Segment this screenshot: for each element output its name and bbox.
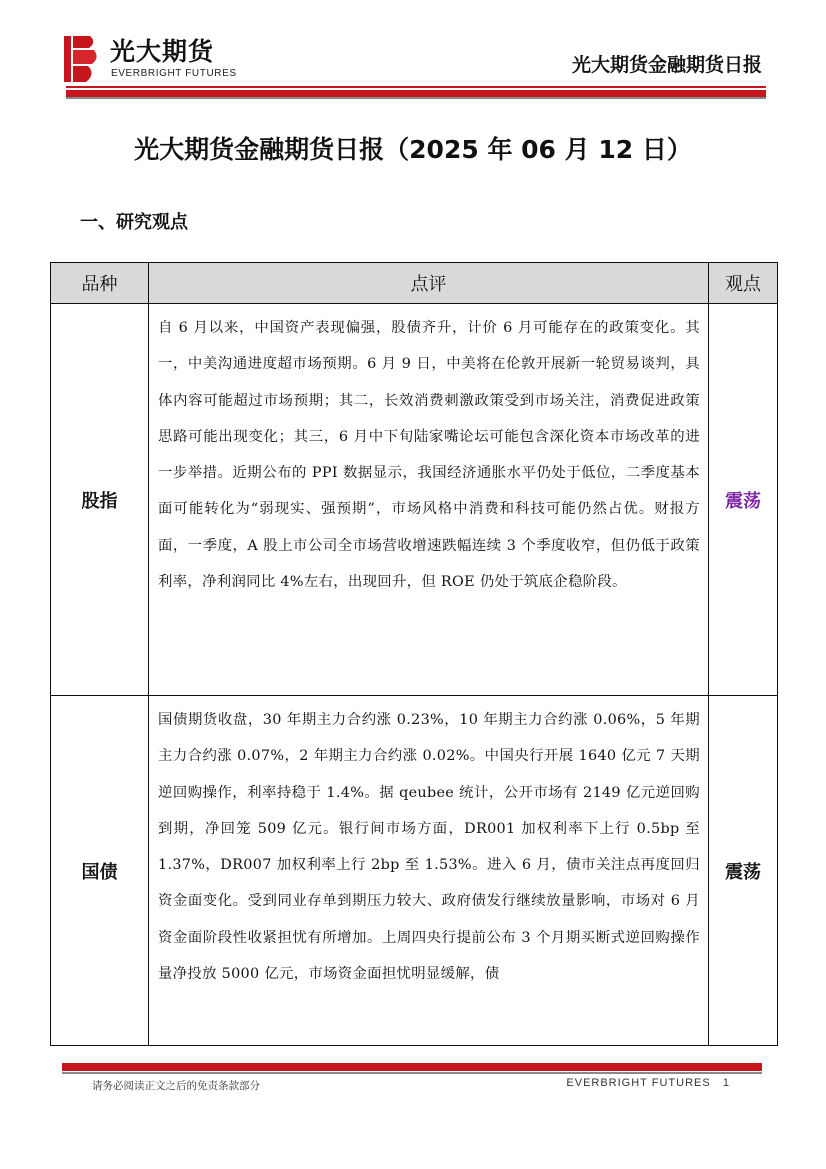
footer-divider-gray — [62, 1072, 762, 1074]
row-view: 震荡 — [709, 304, 778, 696]
page-number: 1 — [722, 1077, 730, 1089]
logo-chinese-name: 光大期货 — [110, 37, 215, 66]
header-report-name: 光大期货金融期货日报 — [571, 54, 762, 76]
header-comment: 点评 — [149, 263, 709, 304]
table-header-row — [51, 263, 778, 304]
row-comment: 国债期货收盘，30 年期主力合约涨 0.23%，10 年期主力合约涨 0.06%，5 年期主力合约涨 0.07%，2 年期主力合约涨 0.02%。中国央行开展 1640 亿元 7 天期逆回购操作，利率持稳于 1.4%。据 qeubee 统计，公开市场有 2149 亿元逆回购到期，净回笼 509 亿元。银行间市场方面，DR001 加权利率下上行 0.5bp 至 1.37%，DR007 加权利率上行 2bp 至 1.53%。进入 6 月，债市关注点再度回归资金面变化。受到同业存单到期压力较大、政府债发行继续放量影响，市场对 6 月资金面阶段性收紧担忧有所增加。上周四央行提前公布 3 个月期买断式逆回购操作量净投放 5000 亿元，市场资金面担忧明显缓解，债 — [149, 696, 709, 1046]
research-views-table — [50, 262, 778, 1046]
header-divider-thin — [66, 86, 766, 88]
footer-disclaimer: 请务必阅读正文之后的免责条款部分 — [92, 1080, 260, 1092]
row-category: 国债 — [51, 696, 149, 1046]
header-divider-gray — [66, 97, 766, 99]
row-view: 震荡 — [709, 696, 778, 1046]
footer-divider-thick — [62, 1063, 762, 1071]
footer-brand-page — [566, 1077, 730, 1089]
section-title: 一、研究观点 — [80, 212, 188, 233]
row-category: 股指 — [51, 304, 149, 696]
table-row-treasury-bond — [51, 696, 778, 1046]
row-comment: 自 6 月以来，中国资产表现偏强，股债齐升，计价 6 月可能存在的政策变化。其一，中美沟通进度超市场预期。6 月 9 日，中美将在伦敦开展新一轮贸易谈判，具体内容可能超过市场预期；其二，长效消费刺激政策受到市场关注，消费促进政策思路可能出现变化；其三，6 月中下旬陆家嘴论坛可能包含深化资本市场改革的进一步举措。近期公布的 PPI 数据显示，我国经济通胀水平仍处于低位，二季度基本面可能转化为“弱现实、强预期”，市场风格中消费和科技可能仍然占优。财报方面，一季度，A 股上市公司全市场营收增速跌幅连续 3 个季度收窄，但仍低于政策利率，净利润同比 4%左右，出现回升，但 ROE 仍处于筑底企稳阶段。 — [149, 304, 709, 696]
document-title: 光大期货金融期货日报（2025 年 06 月 12 日） — [134, 135, 692, 164]
header-divider-thick — [66, 90, 766, 97]
footer-brand: EVERBRIGHT FUTURES — [566, 1077, 711, 1089]
logo-english-name: EVERBRIGHT FUTURES — [111, 68, 237, 79]
everbright-logo-icon — [64, 36, 98, 82]
company-logo — [64, 36, 264, 82]
table-row-stock-index — [51, 304, 778, 696]
header-view: 观点 — [709, 263, 778, 304]
header-category: 品种 — [51, 263, 149, 304]
